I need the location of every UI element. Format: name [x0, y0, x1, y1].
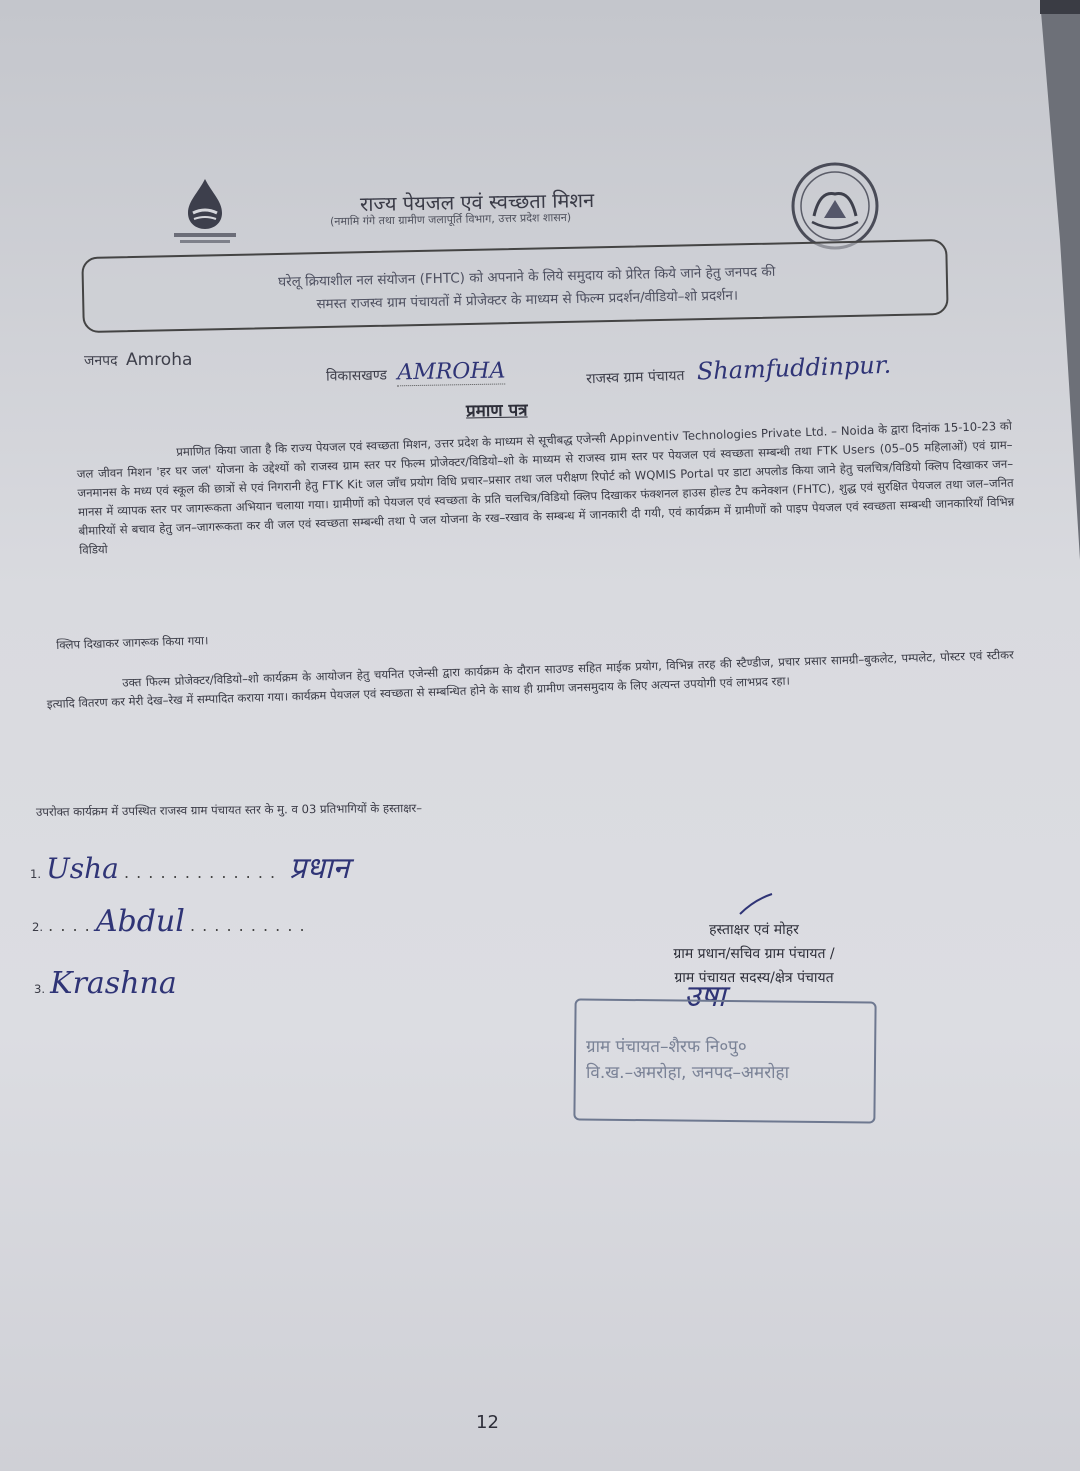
signatures-intro: उपरोक्त कार्यक्रम में उपस्थित राजस्व ग्राम पंचायत स्तर के मु. व 03 प्रतिभागियों के हस्ताक्षर– — [35, 800, 423, 819]
paragraph-2-text: उक्त फिल्म प्रोजेक्टर/विडियो–शो कार्यक्रम के आयोजन हेतु चयनित एजेन्सी द्वारा कार्यक्रम के दौरान साउण्ड सहित माईक प्रयोग, विभिन्न तरह की स्टैण्डीज, प्रचार प्रसार सामग्री–बुकलेट, पम्पलेट, पोस्टर एवं स्टीकर इत्यादि वितरण कर मेरी देख–रेख में सम्पादित कराया गया। कार्यक्रम पेयजल एवं स्वच्छता से सम्बन्धित होने के साथ ही ग्रामीण जनसमुदाय के लिए अत्यन्त उपयोगी एवं लाभप्रद रहा। — [46, 647, 1015, 711]
signature-row-1 — [30, 846, 349, 887]
water-drop-logo-icon — [160, 175, 250, 247]
block-row — [326, 358, 506, 386]
banner-line-2: समस्त राजस्व ग्राम पंचायतों में प्रोजेक्टर के माध्यम से फिल्म प्रदर्शन/वीडियो–शो प्रदर्शन। — [316, 287, 739, 313]
signature-name: Abdul — [95, 904, 185, 939]
authority-line-2: ग्राम प्रधान/सचिव ग्राम पंचायत / — [673, 946, 835, 962]
signature-number: 3. — [34, 982, 46, 996]
paragraph-1-text: प्रमाणित किया जाता है कि राज्य पेयजल एवं स्वच्छता मिशन, उत्तर प्रदेश के माध्यम से सूचीबद्ध एजेन्सी Appinventiv Technologies Private Ltd. – Noida के द्वारा दिनांक 15-10-23 को जल जीवन मिशन 'हर घर जल' योजना के उद्देश्यों को राजस्व ग्राम स्तर पर फिल्म प्रोजेक्टर/विडियो–शो के माध्यम से राजस्व ग्राम स्तर पर पेयजल एवं स्वच्छता सम्बन्धी तथा FTK Users (05–05 महिलाओं) एवं ग्राम–जनमानस के मध्य एवं स्कूल की छात्रों से एवं निगरानी हेतु FTK Kit जल जाँच प्रयोग विधि प्रचार–प्रसार तथा जल परीक्षण रिपोर्ट को WQMIS Portal पर डाटा अपलोड किया जाने हेतु चलचित्र/विडियो क्लिप दिखाकर जन–मानस में व्यापक स्तर पर जागरूकता अभियान चलाया गया। ग्रामीणों को पेयजल एवं स्वच्छता के प्रति चलचित्र/विडियो क्लिप दिखाकर फंक्शनल हाउस होल्ड टैप कनेक्शन (FHTC), शुद्ध एवं सुरक्षित पेयजल तथा जल–जनित बीमारियों से बचाव हेतु जन–जागरूकता कर वी जल एवं स्वच्छता सम्बन्धी तथा पे जल योजना के रख–रखाव के सम्बन्ध में जानकारी दी गयी, एवं कार्यक्रम में ग्रामीणों को पाइप पेयजल एवं स्वच्छता सम्बन्धी जानकारियाँ विभिन्न विडियो — [76, 418, 1015, 557]
state-emblem-icon — [784, 160, 886, 252]
stamp-line-1: ग्राम पंचायत–शैरफ नि०पु० — [586, 1037, 747, 1057]
panchayat-value: Shamfuddinpur. — [696, 350, 892, 386]
panchayat-label: राजस्व ग्राम पंचायत — [585, 367, 685, 388]
background-corner — [1040, 0, 1080, 14]
district-label: जनपद — [84, 353, 118, 369]
certificate-title: प्रमाण पत्र — [465, 400, 528, 422]
signature-row-2 — [32, 904, 306, 939]
district-value: Amroha — [126, 350, 193, 370]
block-value: AMROHA — [397, 358, 506, 386]
signature-dots: . . . . — [48, 916, 91, 935]
authority-line-3: ग्राम पंचायत सदस्य/क्षेत्र पंचायत — [674, 970, 834, 986]
signature-row-3 — [34, 966, 177, 1001]
banner-line-1: घरेलू क्रियाशील नल संयोजन (FHTC) को अपनाने के लिये समुदाय को प्रेरित किये जाने हेतु जनपद की — [278, 263, 776, 291]
signature-number: 2. — [32, 920, 44, 934]
authority-signature: उषा — [684, 979, 726, 1014]
signature-name: Krashna — [50, 966, 177, 1001]
paragraph-1-end-text: क्लिप दिखाकर जागरूक किया गया। — [56, 633, 209, 652]
signature-dots: . . . . . . . . . . — [189, 916, 306, 935]
signature-tick-icon — [736, 890, 776, 918]
signature-name: Usha — [46, 852, 119, 885]
stamp-text — [586, 1034, 789, 1086]
header-title: राज्य पेयजल एवं स्वच्छता मिशन — [359, 187, 595, 217]
signature-number: 1. — [30, 867, 42, 881]
page-number: 12 — [476, 1412, 499, 1433]
signature-title: प्रधान — [289, 851, 350, 886]
authority-block — [624, 918, 884, 990]
block-label: विकासखण्ड — [325, 367, 388, 385]
stamp-line-2: वि.ख.–अमरोहा, जनपद–अमरोहा — [586, 1063, 789, 1083]
header-subtitle: (नमामि गंगे तथा ग्रामीण जलापूर्ति विभाग, उत्तर प्रदेश शासन) — [329, 210, 572, 229]
authority-line-1: हस्ताक्षर एवं मोहर — [709, 922, 799, 938]
district-row — [84, 350, 192, 370]
signature-dots: . . . . . . . . . . . . . — [123, 863, 277, 882]
